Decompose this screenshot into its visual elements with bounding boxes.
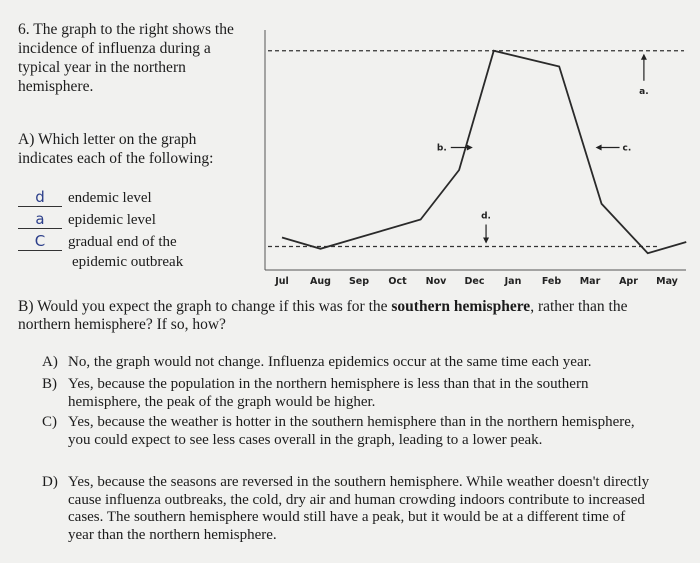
choice-d[interactable] (42, 474, 652, 544)
x-tick-label-aug: Aug (310, 276, 331, 287)
choice-b[interactable] (42, 376, 652, 411)
choice-text: Yes, because the weather is hotter in the southern hemisphere than in the northern hemisphere, you could expect to see less cases overall in the graph, leading to a lower peak. (68, 414, 635, 448)
choice-letter: C) (42, 414, 57, 430)
annotation-arrowhead-c (596, 145, 602, 151)
choice-a[interactable] (42, 354, 652, 372)
choice-c[interactable] (42, 414, 652, 449)
x-tick-label-nov: Nov (425, 276, 447, 287)
annotation-label-d: d. (481, 211, 491, 222)
x-tick-label-apr: Apr (619, 276, 638, 287)
answer-blank[interactable]: d (18, 188, 62, 207)
x-tick-label-jul: Jul (275, 276, 289, 287)
x-tick-label-mar: Mar (579, 276, 601, 287)
choice-letter: A) (42, 354, 58, 370)
annotation-arrowhead-a (641, 54, 647, 60)
part-b-start: B) Would you expect the graph to change if this was for the (18, 298, 392, 315)
answer-label: epidemic level (68, 212, 156, 228)
choice-letter: B) (42, 376, 57, 392)
answer-blank[interactable]: C (18, 232, 62, 251)
answer-label: gradual end of the (68, 234, 177, 250)
choice-text: Yes, because the seasons are reversed in the southern hemisphere. While weather doesn't directly cause influenza outbreaks, the cold, dry air and human crowding indoors contribute to increased cases. The southern hemisphere would still have a peak, but it would be at a different time of year than the northern hemisphere. (68, 474, 650, 543)
x-tick-label-may: May (656, 276, 678, 287)
x-tick-label-dec: Dec (464, 276, 485, 287)
choice-text: No, the graph would not change. Influenza epidemics occur at the same time each year. (68, 354, 592, 370)
choice-letter: D) (42, 474, 58, 490)
annotation-arrowhead-b (467, 145, 473, 151)
part-b-end: , rather than the northern hemisphere? If so, how? (18, 298, 628, 333)
annotation-label-a: a. (639, 86, 649, 97)
x-tick-label-jan: Jan (504, 276, 522, 287)
x-tick-label-feb: Feb (541, 276, 562, 287)
part-a-prompt: A) Which letter on the graph indicates each of the following: (18, 131, 214, 167)
answer-blank[interactable]: a (18, 210, 62, 229)
answer-label: endemic level (68, 190, 152, 206)
part-b-prompt (18, 298, 658, 334)
answer-continuation: epidemic outbreak (72, 254, 184, 270)
x-tick-label-oct: Oct (388, 276, 407, 287)
part-b-bold: southern hemisphere (391, 298, 531, 315)
annotation-arrowhead-d (483, 238, 489, 244)
annotation-label-b: b. (436, 143, 447, 154)
question-intro: 6. The graph to the right shows the incidence of influenza during a typical year in the northern hemisphere. (18, 21, 234, 95)
choice-text: Yes, because the population in the northern hemisphere is less than that in the southern hemisphere, the peak of the graph would be higher. (68, 376, 589, 410)
annotation-label-c: c. (622, 143, 632, 154)
x-tick-label-sep: Sep (348, 276, 370, 287)
